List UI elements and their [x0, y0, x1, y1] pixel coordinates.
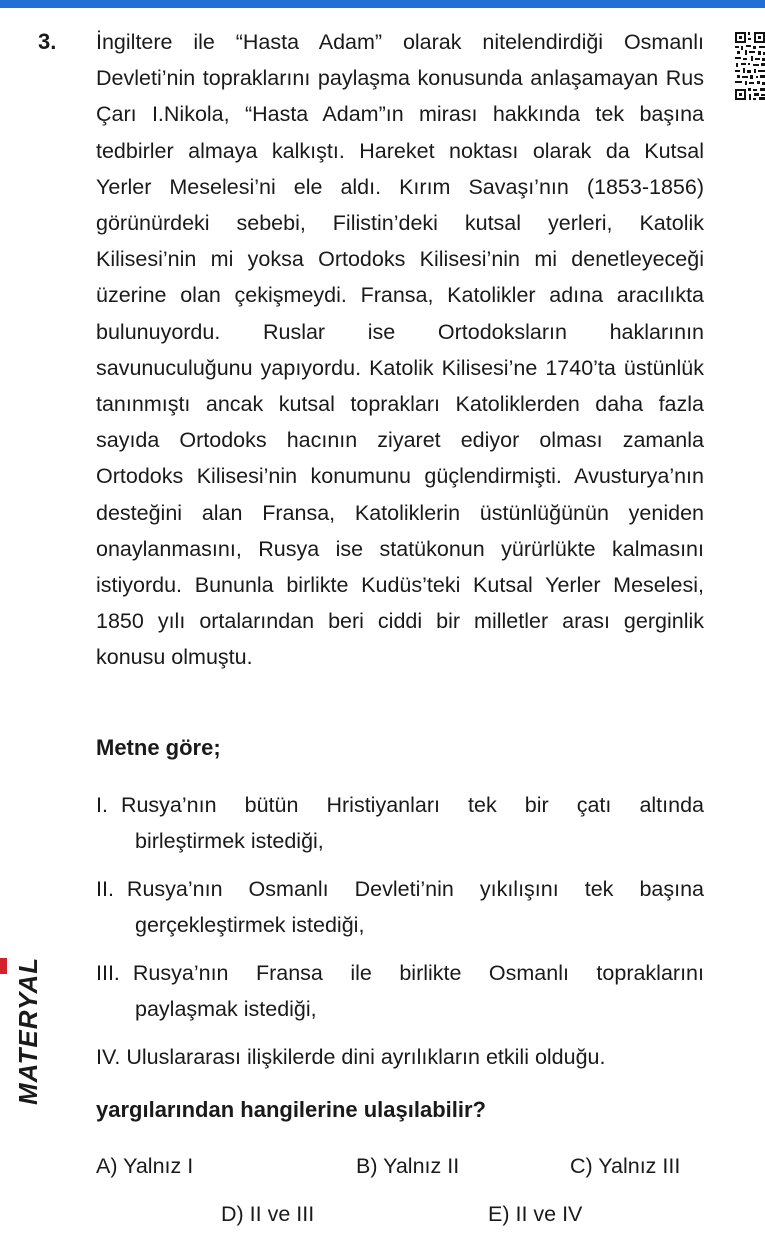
- question-number: 3.: [38, 29, 57, 54]
- option-a[interactable]: A) Yalnız I: [96, 1154, 194, 1178]
- qr-code-icon[interactable]: [733, 30, 765, 102]
- option-e[interactable]: E) II ve IV: [488, 1202, 583, 1226]
- statement-number: IV.: [96, 1045, 121, 1069]
- statement-line: [96, 955, 704, 991]
- option-c[interactable]: C) Yalnız III: [570, 1154, 681, 1178]
- statement-number: I.: [96, 793, 108, 817]
- statement-continuation: gerçekleştirmek istediği,: [135, 913, 365, 937]
- side-label-accent: [0, 958, 7, 974]
- statement-continuation: paylaşmak istediği,: [135, 997, 317, 1021]
- passage-text: İngiltere ile “Hasta Adam” olarak nitelendirdiği Osmanlı Devleti’nin topraklarını paylaşma konusunda anlaşamayan Rus Çarı I.Nikola, “Hasta Adam”ın mirası hakkında tek başına tedbirler almaya kalkıştı. Hareket noktası olarak da Kutsal Yerler Meselesi’ni ele aldı. Kırım Savaşı’nın (1853-1856) görünürdeki sebebi, Filistin’deki kutsal yerleri, Katolik Kilisesi’nin mi yoksa Ortodoks Kilisesi’nin mi denetleyeceği üzerine olan çekişmeydi. Fransa, Katolikler adına aracılıkta bulunuyordu. Ruslar ise Ortodoksların haklarının savunuculuğunu yapıyordu. Katolik Kilisesi’ne 1740’ta üstünlük tanınmıştı ancak kutsal toprakları Katoliklerden daha fazla sayıda Ortodoks hacının ziyaret ediyor olması zamanla Ortodoks Kilisesi’nin konumunu güçlendirmişti. Avusturya’nın desteğini alan Fransa, Katoliklerin üstünlüğünün yeniden onaylanmasını, Rusya ise statükonun yürürlükte kalmasını istiyordu. Bununla birlikte Kudüs’teki Kutsal Yerler Meselesi, 1850 yılı ortalarından beri ciddi bir milletler arası gerginlik konusu olmuştu.: [96, 30, 704, 670]
- top-accent-bar: [0, 0, 765, 8]
- statement-number: III.: [96, 961, 120, 985]
- statement-continuation: birleştirmek istediği,: [135, 829, 324, 853]
- statement-text: Rusya’nın Fransa ile birlikte Osmanlı topraklarını: [132, 961, 704, 985]
- statement-line: [96, 1039, 704, 1075]
- option-b[interactable]: B) Yalnız II: [356, 1154, 460, 1178]
- statement-text: Rusya’nın Osmanlı Devleti’nin yıkılışını tek başına: [126, 877, 704, 901]
- option-d[interactable]: D) II ve III: [221, 1202, 315, 1226]
- statement-text: Uluslararası ilişkilerde dini ayrılıkların etkili olduğu.: [126, 1045, 606, 1069]
- statement-1: [96, 787, 704, 859]
- statement-line: [96, 871, 704, 907]
- statement-4: [96, 1039, 704, 1075]
- question-stem: Metne göre;: [96, 735, 221, 760]
- statement-2: [96, 871, 704, 943]
- statement-3: [96, 955, 704, 1027]
- statement-line: [96, 787, 704, 823]
- side-label: MATERYAL: [13, 956, 43, 1105]
- statement-text: Rusya’nın bütün Hristiyanları tek bir çatı altında: [120, 793, 704, 817]
- question-prompt: yargılarından hangilerine ulaşılabilir?: [96, 1097, 486, 1122]
- statement-number: II.: [96, 877, 114, 901]
